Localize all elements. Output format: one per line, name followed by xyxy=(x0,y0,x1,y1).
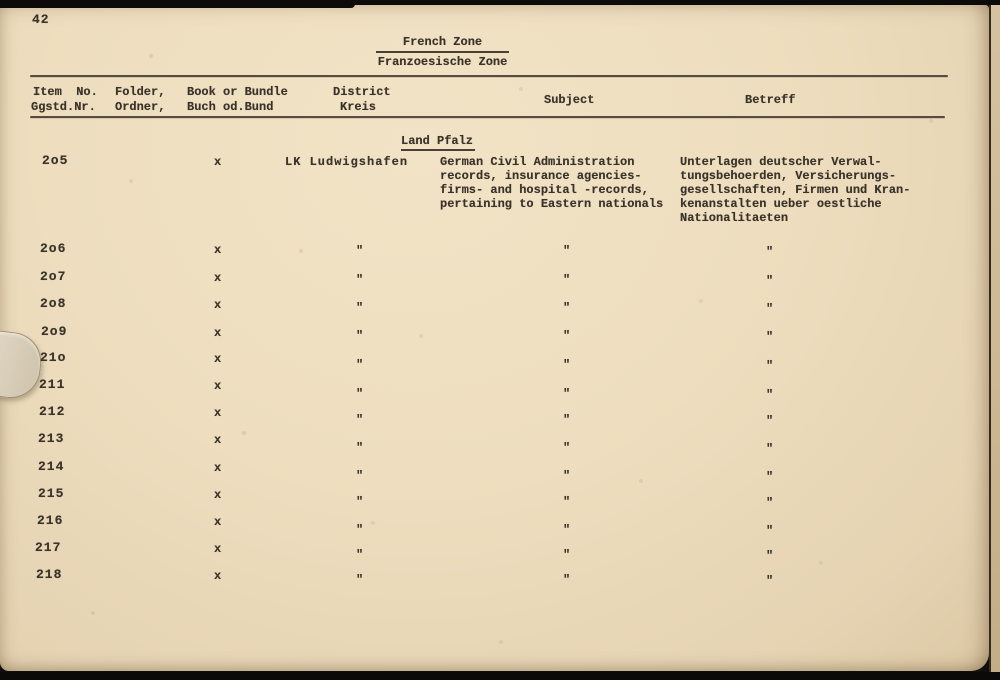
row-216-betreff-ditto: " xyxy=(766,524,774,538)
row-216-district-ditto: " xyxy=(356,523,364,537)
table-top-rule xyxy=(30,75,948,77)
row-2o7-book-mark: x xyxy=(214,271,222,285)
row-2o7-betreff-ditto: " xyxy=(766,274,774,288)
row-2o5-betreff-line: tungsbehoerden, Versicherungs- xyxy=(680,169,897,183)
row-216-item-no: 216 xyxy=(37,513,64,528)
row-211-betreff-ditto: " xyxy=(766,388,774,402)
row-217-betreff-ditto: " xyxy=(766,549,774,563)
header-folder-german: Ordner, xyxy=(115,100,166,114)
row-21o-subject-ditto: " xyxy=(563,358,571,372)
row-2o5-subject-line: firms- and hospital -records, xyxy=(440,183,649,197)
row-2o8-betreff-ditto: " xyxy=(766,302,774,316)
row-21o-betreff-ditto: " xyxy=(766,359,774,373)
row-2o8-book-mark: x xyxy=(214,298,222,312)
row-217-book-mark: x xyxy=(214,542,222,556)
zone-title-german: Franzoesische Zone xyxy=(377,55,508,69)
row-2o5-betreff-line: gesellschaften, Firmen und Kran- xyxy=(680,183,911,197)
table-header-rule xyxy=(30,116,945,118)
row-213-subject-ditto: " xyxy=(563,441,571,455)
row-2o9-subject-ditto: " xyxy=(563,329,571,343)
row-218-betreff-ditto: " xyxy=(766,574,774,588)
row-2o8-subject-ditto: " xyxy=(563,301,571,315)
row-213-item-no: 213 xyxy=(38,431,65,446)
header-item-no-english: Item No. xyxy=(33,85,98,99)
scan-edge-top-left xyxy=(0,0,355,8)
row-218-item-no: 218 xyxy=(36,567,63,582)
row-212-betreff-ditto: " xyxy=(766,414,774,428)
row-214-district-ditto: " xyxy=(356,469,364,483)
row-217-item-no: 217 xyxy=(35,540,62,555)
header-district-german: Kreis xyxy=(340,100,377,114)
row-2o9-book-mark: x xyxy=(214,326,222,340)
row-212-subject-ditto: " xyxy=(563,413,571,427)
row-214-book-mark: x xyxy=(214,461,222,475)
row-2o5-betreff-line: Nationalitaeten xyxy=(680,211,789,225)
row-2o7-item-no: 2o7 xyxy=(40,269,67,284)
row-2o8-item-no: 2o8 xyxy=(40,296,67,311)
row-216-subject-ditto: " xyxy=(563,523,571,537)
row-2o6-subject-ditto: " xyxy=(563,244,571,258)
row-2o7-district-ditto: " xyxy=(356,273,364,287)
row-2o5-subject-line: records, insurance agencies- xyxy=(440,169,642,183)
row-212-item-no: 212 xyxy=(39,404,66,419)
row-213-book-mark: x xyxy=(214,433,222,447)
header-subject: Subject xyxy=(544,93,595,107)
row-2o5-betreff xyxy=(680,155,910,225)
row-215-subject-ditto: " xyxy=(563,495,571,509)
header-book-english: Book or Bundle xyxy=(187,85,288,99)
row-215-item-no: 215 xyxy=(38,486,65,501)
row-21o-book-mark: x xyxy=(214,352,222,366)
row-215-district-ditto: " xyxy=(356,495,364,509)
row-2o5-subject-line: pertaining to Eastern nationals xyxy=(440,197,664,211)
row-213-district-ditto: " xyxy=(356,441,364,455)
row-214-subject-ditto: " xyxy=(563,469,571,483)
row-211-item-no: 211 xyxy=(39,377,66,392)
row-2o6-item-no: 2o6 xyxy=(40,241,67,256)
row-2o6-betreff-ditto: " xyxy=(766,245,774,259)
row-2o5-betreff-line: Unterlagen deutscher Verwal- xyxy=(680,155,882,169)
row-217-district-ditto: " xyxy=(356,548,364,562)
row-2o8-district-ditto: " xyxy=(356,301,364,315)
zone-title-english: French Zone xyxy=(376,35,509,53)
row-215-betreff-ditto: " xyxy=(766,496,774,510)
page-number: 42 xyxy=(32,12,50,27)
row-215-book-mark: x xyxy=(214,488,222,502)
row-2o6-book-mark: x xyxy=(214,243,222,257)
row-212-district-ditto: " xyxy=(356,413,364,427)
row-211-district-ditto: " xyxy=(356,387,364,401)
header-district-english: District xyxy=(333,85,391,99)
row-216-book-mark: x xyxy=(214,515,222,529)
row-218-book-mark: x xyxy=(214,569,222,583)
row-2o5-betreff-line: kenanstalten ueber oestliche xyxy=(680,197,882,211)
header-item-no-german: Ggstd.Nr. xyxy=(31,100,96,114)
row-218-district-ditto: " xyxy=(356,573,364,587)
row-2o9-item-no: 2o9 xyxy=(41,324,68,339)
row-211-book-mark: x xyxy=(214,379,222,393)
header-folder-english: Folder, xyxy=(115,85,166,99)
row-214-betreff-ditto: " xyxy=(766,470,774,484)
row-213-betreff-ditto: " xyxy=(766,442,774,456)
row-218-subject-ditto: " xyxy=(563,573,571,587)
row-217-subject-ditto: " xyxy=(563,548,571,562)
header-book-german: Buch od.Bund xyxy=(187,100,274,114)
row-214-item-no: 214 xyxy=(38,459,65,474)
row-2o5-subject xyxy=(440,155,663,211)
row-21o-item-no: 21o xyxy=(40,350,67,365)
row-2o5-item-no: 2o5 xyxy=(42,153,69,168)
row-2o5-book-mark: x xyxy=(214,155,222,169)
scan-edge-bottom xyxy=(0,672,1000,680)
row-2o9-betreff-ditto: " xyxy=(766,330,774,344)
row-2o5-subject-line: German Civil Administration xyxy=(440,155,635,169)
section-heading-land-pfalz: Land Pfalz xyxy=(401,134,475,151)
row-2o7-subject-ditto: " xyxy=(563,273,571,287)
header-betreff: Betreff xyxy=(745,93,796,107)
zone-title xyxy=(376,35,509,69)
row-212-book-mark: x xyxy=(214,406,222,420)
row-21o-district-ditto: " xyxy=(356,358,364,372)
row-2o9-district-ditto: " xyxy=(356,329,364,343)
row-2o6-district-ditto: " xyxy=(356,244,364,258)
row-2o5-district: LK Ludwigshafen xyxy=(285,155,409,169)
row-211-subject-ditto: " xyxy=(563,387,571,401)
